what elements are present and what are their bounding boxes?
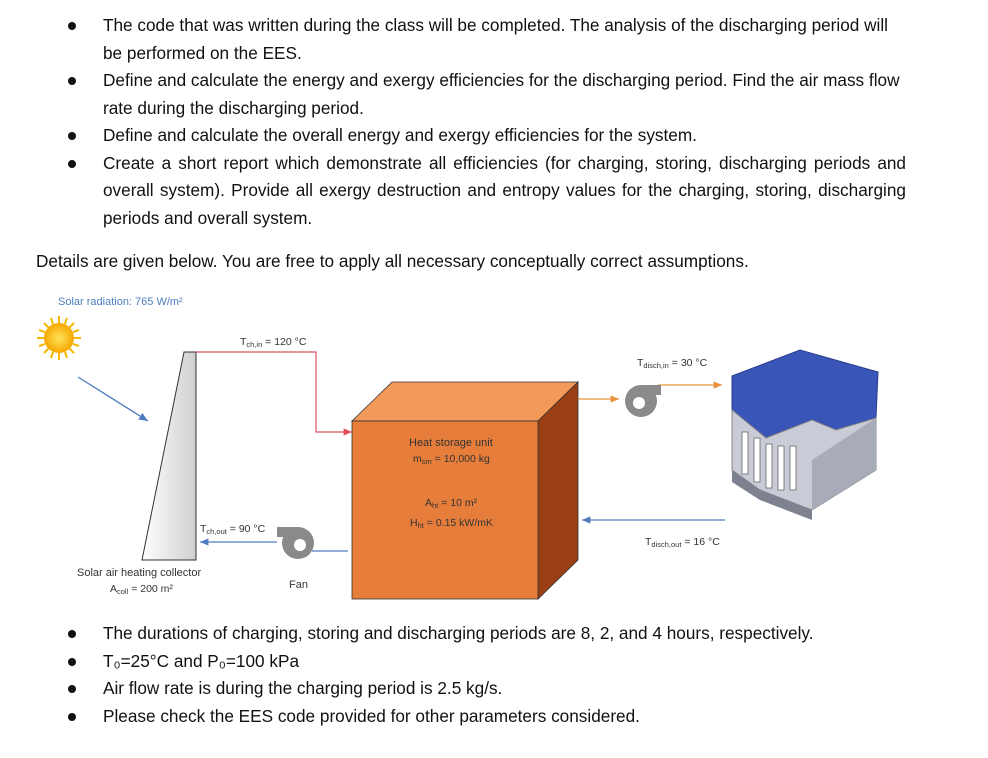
charging-inlet-pipe [196, 352, 352, 432]
radiation-arrow [78, 377, 148, 421]
parameter-text: The durations of charging, storing and discharging periods are 8, 2, and 4 hours, respectively. [103, 623, 814, 643]
task-text: Define and calculate the overall energy and exergy efficiencies for the system. [103, 125, 697, 145]
bullet-dot [68, 160, 76, 168]
t-ch-out-label: Tch,out = 90 °C [200, 523, 266, 536]
building-icon [732, 350, 878, 520]
fan-label: Fan [289, 579, 308, 591]
parameter-list [0, 620, 906, 730]
bullet-dot [68, 658, 76, 666]
collector-title: Solar air heating collector [77, 567, 202, 579]
solar-radiation-label: Solar radiation: 765 W/m² [58, 296, 183, 308]
storage-h-label: Hht = 0.15 kW/mK [410, 517, 494, 530]
t-disch-in-label: Tdisch,in = 30 °C [637, 357, 708, 370]
collector-area-label: Acoll = 200 m² [110, 583, 173, 596]
parameter-text: Please check the EES code provided for other parameters considered. [103, 705, 640, 726]
task-item [0, 12, 906, 67]
bullet-dot [68, 132, 76, 140]
parameter-text: T₀=25°C and P₀=100 kPa [103, 650, 300, 671]
parameter-item [0, 620, 906, 648]
task-item [0, 122, 906, 150]
storage-area-label: Aht = 10 m² [425, 497, 478, 510]
t-disch-out-label: Tdisch,out = 16 °C [645, 536, 720, 549]
task-item [0, 150, 906, 233]
bullet-dot [68, 713, 76, 721]
sun-icon [37, 316, 81, 360]
task-list [0, 12, 906, 232]
bullet-dot [68, 685, 76, 693]
parameter-item [0, 703, 906, 731]
solar-collector [142, 352, 196, 560]
heat-storage-unit [352, 382, 578, 599]
fan-icon [277, 527, 314, 559]
t-ch-in-label: Tch,in = 120 °C [240, 336, 307, 349]
discharge-fan-icon [625, 385, 661, 417]
bullet-dot [68, 630, 76, 638]
parameter-item [0, 648, 906, 676]
bullet-dot [68, 77, 76, 85]
details-paragraph: Details are given below. You are free to apply all necessary conceptually correct assumptions. [36, 251, 749, 271]
bullet-dot [68, 22, 76, 30]
parameter-text: Air flow rate is during the charging period is 2.5 kg/s. [103, 678, 503, 698]
parameter-item [0, 675, 906, 703]
storage-mass-label: msm = 10,000 kg [413, 453, 490, 466]
task-item [0, 67, 906, 122]
task-text: Define and calculate the energy and exergy efficiencies for the discharging period. Find the air mass flow rate during the discharging period. [103, 70, 900, 118]
task-text: The code that was written during the class will be completed. The analysis of the discharging period will be performed on the EES. [103, 15, 888, 63]
storage-title: Heat storage unit [409, 437, 493, 449]
system-diagram [0, 288, 988, 608]
task-text: Create a short report which demonstrate all efficiencies (for charging, storing, discharging periods and overall system). Provide all exergy destruction and entropy values for the charging, storing, discharging periods and overall system. [103, 152, 906, 228]
